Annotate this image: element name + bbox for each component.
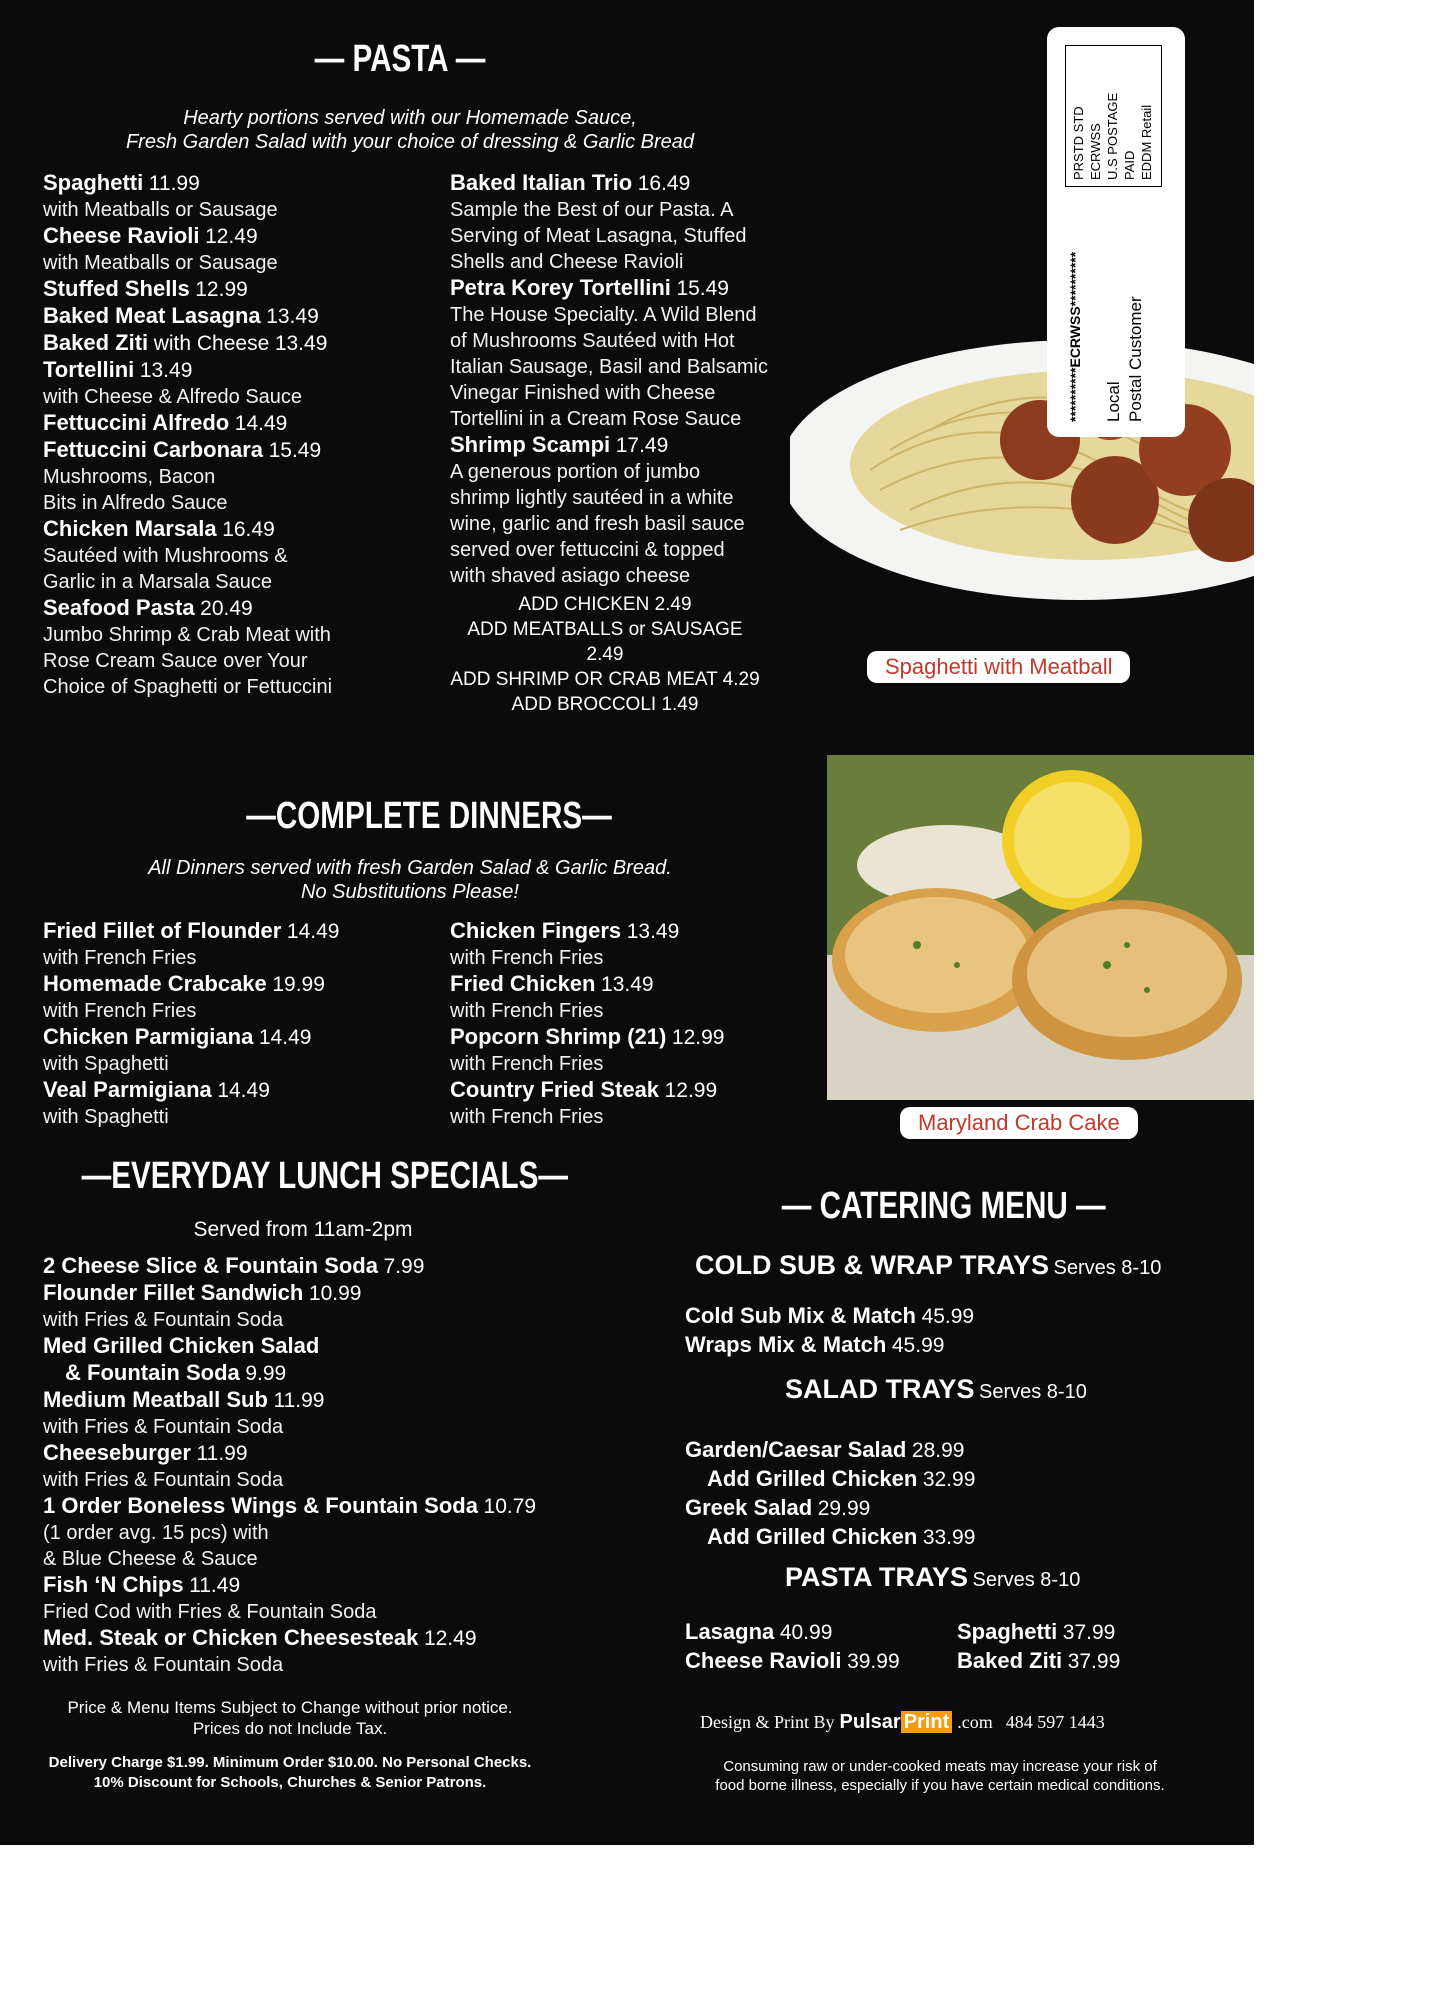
item-price: 7.99 <box>383 1255 425 1278</box>
item-description: with Spaghetti <box>43 1053 169 1075</box>
lunch-served-hours: Served from 11am-2pm <box>193 1218 413 1241</box>
item-name: Petra Korey Tortellini <box>450 275 671 300</box>
item-name: Greek Salad <box>685 1495 813 1520</box>
item-name: Flounder Fillet Sandwich <box>43 1280 304 1305</box>
item-name: Shrimp Scampi <box>450 432 611 457</box>
menu-item <box>43 1333 603 1360</box>
item-price: 13.49 <box>139 359 193 382</box>
cold-sub-items <box>685 1302 1105 1360</box>
item-price: 15.49 <box>268 439 322 462</box>
item-description: with French Fries <box>450 947 604 969</box>
item-price: 29.99 <box>817 1497 871 1520</box>
item-description: with Fries & Fountain Soda <box>43 1654 284 1676</box>
item-description: Tortellini in a Cream Rose Sauce <box>450 408 742 430</box>
menu-item <box>43 516 443 595</box>
item-description: with Meatballs or Sausage <box>43 252 278 274</box>
menu-item <box>43 276 443 303</box>
menu-item <box>43 971 443 1024</box>
postal-address: **********ECRWSS********** Local Postal Customer <box>1067 251 1145 422</box>
pasta-right-column <box>450 170 820 589</box>
item-price: 11.99 <box>196 1442 248 1465</box>
pasta-title: — PASTA — <box>314 38 486 80</box>
item-name: Tortellini <box>43 357 135 382</box>
item-description: Serving of Meat Lasagna, Stuffed <box>450 225 747 247</box>
menu-item <box>43 1360 603 1387</box>
menu-item <box>43 595 443 700</box>
menu-item <box>685 1331 1105 1360</box>
menu-item <box>685 1302 1105 1331</box>
item-price: 13.49 <box>626 920 680 943</box>
lunch-title: —EVERYDAY LUNCH SPECIALS— <box>81 1155 569 1197</box>
item-name: Veal Parmigiana <box>43 1077 212 1102</box>
item-name: Chicken Parmigiana <box>43 1024 254 1049</box>
menu-item <box>43 437 443 516</box>
crab-cake-photo <box>827 755 1254 1100</box>
addon-line: ADD CHICKEN 2.49 <box>518 594 692 615</box>
item-description: with Spaghetti <box>43 1106 169 1128</box>
item-name: Medium Meatball Sub <box>43 1387 268 1412</box>
item-price: 10.79 <box>483 1495 537 1518</box>
menu-item <box>450 275 820 432</box>
item-name: Popcorn Shrimp (21) <box>450 1024 667 1049</box>
item-price: 11.99 <box>273 1389 325 1412</box>
item-name: & Fountain Soda <box>65 1360 240 1385</box>
item-name: Chicken Fingers <box>450 918 622 943</box>
item-name: Add Grilled Chicken <box>707 1524 918 1549</box>
item-price: 12.99 <box>664 1079 718 1102</box>
item-price: 28.99 <box>911 1439 965 1462</box>
catering-title: — CATERING MENU — <box>781 1185 1106 1227</box>
tray-item <box>685 1618 957 1647</box>
item-description: Vinegar Finished with Cheese <box>450 382 716 404</box>
item-name: Chicken Marsala <box>43 516 217 541</box>
menu-item <box>685 1465 1105 1494</box>
menu-item <box>43 410 443 437</box>
item-price: 12.99 <box>671 1026 725 1049</box>
item-name: Fried Chicken <box>450 971 596 996</box>
item-name: Cheeseburger <box>43 1440 191 1465</box>
menu-item <box>43 1572 603 1625</box>
menu-item <box>450 971 820 1024</box>
item-name: Wraps Mix & Match <box>685 1332 887 1357</box>
item-description: Choice of Spaghetti or Fettuccini <box>43 676 333 698</box>
item-name: Baked Ziti <box>43 330 149 355</box>
item-price: 10.99 <box>308 1282 362 1305</box>
menu-item <box>43 1253 603 1280</box>
item-name: Homemade Crabcake <box>43 971 267 996</box>
item-name: Med Grilled Chicken Salad <box>43 1333 320 1358</box>
item-description: with Fries & Fountain Soda <box>43 1309 284 1331</box>
item-price: 19.99 <box>272 973 325 996</box>
menu-item <box>685 1523 1105 1552</box>
item-name: Baked Italian Trio <box>450 170 633 195</box>
tray-item <box>685 1647 957 1676</box>
item-name: Baked Meat Lasagna <box>43 303 261 328</box>
item-name: Add Grilled Chicken <box>707 1466 918 1491</box>
menu-item <box>450 432 820 589</box>
tray-item <box>957 1647 1177 1676</box>
item-price: 40.99 <box>779 1621 833 1644</box>
item-description: with Fries & Fountain Soda <box>43 1469 284 1491</box>
postal-label <box>1047 27 1185 437</box>
item-description: Sample the Best of our Pasta. A <box>450 199 734 221</box>
item-description: with French Fries <box>450 1000 604 1022</box>
item-price: 39.99 <box>847 1650 900 1673</box>
dinners-title: —COMPLETE DINNERS— <box>246 795 612 837</box>
menu-item <box>450 1077 820 1130</box>
delivery-notice: Delivery Charge $1.99. Minimum Order $10.00. No Personal Checks. 10% Discount for Schools, Churches & Senior Patrons. <box>48 1754 532 1791</box>
item-name: Garden/Caesar Salad <box>685 1437 907 1462</box>
lunch-items <box>43 1253 603 1678</box>
menu-item <box>43 1280 603 1333</box>
item-price: 14.49 <box>217 1079 270 1102</box>
item-description: of Mushrooms Sautéed with Hot <box>450 330 735 352</box>
item-price: 15.49 <box>676 277 729 300</box>
cold-sub-heading: COLD SUB & WRAP TRAYS Serves 8-10 <box>695 1250 1162 1280</box>
menu-item <box>43 1625 603 1678</box>
item-description: wine, garlic and fresh basil sauce <box>450 513 745 535</box>
item-name: Spaghetti <box>43 170 144 195</box>
pasta-addons <box>450 592 760 717</box>
item-name: Baked Ziti <box>957 1648 1063 1673</box>
item-description: shrimp lightly sautéed in a white <box>450 487 734 509</box>
item-name: 2 Cheese Slice & Fountain Soda <box>43 1253 378 1278</box>
item-price: 11.49 <box>189 1574 241 1597</box>
item-name: Fettuccini Carbonara <box>43 437 264 462</box>
tray-item <box>957 1618 1177 1647</box>
pasta-intro: Hearty portions served with our Homemade Sauce, Fresh Garden Salad with your choice of dressing & Garlic Bread <box>125 107 695 153</box>
menu-item <box>43 330 443 357</box>
item-description: with French Fries <box>450 1106 604 1128</box>
item-price: 45.99 <box>921 1305 975 1328</box>
menu-item <box>43 1493 603 1572</box>
item-price: 13.49 <box>266 305 319 328</box>
item-price: 14.49 <box>234 412 288 435</box>
item-description: served over fettuccini & topped <box>450 539 725 561</box>
item-name: Cold Sub Mix & Match <box>685 1303 916 1328</box>
item-description: (1 order avg. 15 pcs) with <box>43 1522 269 1544</box>
item-note: with Cheese <box>153 332 270 355</box>
menu-item <box>43 1024 443 1077</box>
item-description: Fried Cod with Fries & Fountain Soda <box>43 1601 377 1623</box>
item-description: Garlic in a Marsala Sauce <box>43 571 272 593</box>
item-price: 14.49 <box>286 920 340 943</box>
item-price: 9.99 <box>245 1362 287 1385</box>
item-description: with shaved asiago cheese <box>450 565 691 587</box>
item-price: 14.49 <box>258 1026 312 1049</box>
menu-item <box>43 303 443 330</box>
item-name: Stuffed Shells <box>43 276 190 301</box>
item-name: Fried Fillet of Flounder <box>43 918 282 943</box>
item-price: 12.49 <box>423 1627 477 1650</box>
addon-line: ADD BROCCOLI 1.49 <box>511 694 699 715</box>
item-description: with French Fries <box>43 1000 197 1022</box>
item-description: Jumbo Shrimp & Crab Meat with <box>43 624 331 646</box>
menu-item <box>43 1077 443 1130</box>
print-credit: Design & Print By Pulsar Print .com 484 597 1443 <box>700 1711 1105 1733</box>
item-name: Spaghetti <box>957 1619 1058 1644</box>
item-description: with Fries & Fountain Soda <box>43 1416 284 1438</box>
price-notice: Price & Menu Items Subject to Change without prior notice. Prices do not Include Tax. <box>67 1698 513 1738</box>
dinners-intro: All Dinners served with fresh Garden Salad & Garlic Bread. No Substitutions Please! <box>148 857 672 903</box>
menu-item <box>43 170 443 223</box>
menu-item <box>43 357 443 410</box>
menu-item <box>43 1387 603 1440</box>
salad-items <box>685 1436 1105 1552</box>
item-price: 13.49 <box>274 332 328 355</box>
item-price: 11.99 <box>148 172 200 195</box>
item-description: A generous portion of jumbo <box>450 461 701 483</box>
item-price: 33.99 <box>922 1526 976 1549</box>
item-price: 16.49 <box>222 518 275 541</box>
item-description: with French Fries <box>450 1053 604 1075</box>
item-name: Cheese Ravioli <box>685 1648 842 1673</box>
pasta-trays-heading: PASTA TRAYS Serves 8-10 <box>785 1562 1081 1592</box>
crab-cake-photo-label: Maryland Crab Cake <box>900 1107 1138 1139</box>
item-name: Seafood Pasta <box>43 595 195 620</box>
menu-item <box>450 918 820 971</box>
item-price: 16.49 <box>637 172 691 195</box>
item-name: 1 Order Boneless Wings & Fountain Soda <box>43 1493 478 1518</box>
salad-heading: SALAD TRAYS Serves 8-10 <box>785 1374 1087 1404</box>
menu-item <box>43 918 443 971</box>
dinners-right-column <box>450 918 820 1130</box>
item-description: Mushrooms, Bacon <box>43 466 216 488</box>
item-description: Sautéed with Mushrooms & <box>43 545 288 567</box>
item-name: Fish ‘N Chips <box>43 1572 184 1597</box>
item-name: Lasagna <box>685 1619 775 1644</box>
item-description: Italian Sausage, Basil and Balsamic <box>450 356 768 378</box>
addon-line: ADD SHRIMP OR CRAB MEAT 4.29 <box>450 669 760 690</box>
menu-item <box>450 1024 820 1077</box>
item-name: Country Fried Steak <box>450 1077 660 1102</box>
pasta-tray-items <box>685 1618 1165 1676</box>
addon-line: ADD MEATBALLS or SAUSAGE 2.49 <box>467 619 743 665</box>
item-price: 32.99 <box>922 1468 976 1491</box>
item-price: 45.99 <box>891 1334 945 1357</box>
postage-indicia-box: PRSTD STD ECRWSS U.S POSTAGE PAID EDDM Retail <box>1065 45 1162 187</box>
item-price: 37.99 <box>1067 1650 1121 1673</box>
item-price: 12.99 <box>195 278 248 301</box>
item-name: Fettuccini Alfredo <box>43 410 230 435</box>
menu-item <box>685 1494 1105 1523</box>
item-description: The House Specialty. A Wild Blend <box>450 304 757 326</box>
item-price: 37.99 <box>1062 1621 1116 1644</box>
menu-item <box>685 1436 1105 1465</box>
item-price: 20.49 <box>200 597 253 620</box>
menu-item <box>450 170 820 275</box>
item-price: 12.49 <box>205 225 258 248</box>
item-name: Med. Steak or Chicken Cheesesteak <box>43 1625 419 1650</box>
pasta-left-column <box>43 170 443 700</box>
item-description: with Cheese & Alfredo Sauce <box>43 386 303 408</box>
item-description: Shells and Cheese Ravioli <box>450 251 684 273</box>
item-description: with Meatballs or Sausage <box>43 199 278 221</box>
item-name: Cheese Ravioli <box>43 223 200 248</box>
item-description: Bits in Alfredo Sauce <box>43 492 228 514</box>
item-description: & Blue Cheese & Sauce <box>43 1548 258 1570</box>
food-safety-warning: Consuming raw or under-cooked meats may increase your risk of food borne illness, especially if you have certain medical conditions. <box>715 1758 1165 1794</box>
menu-item <box>43 1440 603 1493</box>
item-price: 17.49 <box>615 434 669 457</box>
dinners-left-column <box>43 918 443 1130</box>
menu-item <box>43 223 443 276</box>
item-price: 13.49 <box>601 973 654 996</box>
spaghetti-photo-label: Spaghetti with Meatball <box>867 651 1130 683</box>
item-description: with French Fries <box>43 947 197 969</box>
item-description: Rose Cream Sauce over Your <box>43 650 308 672</box>
